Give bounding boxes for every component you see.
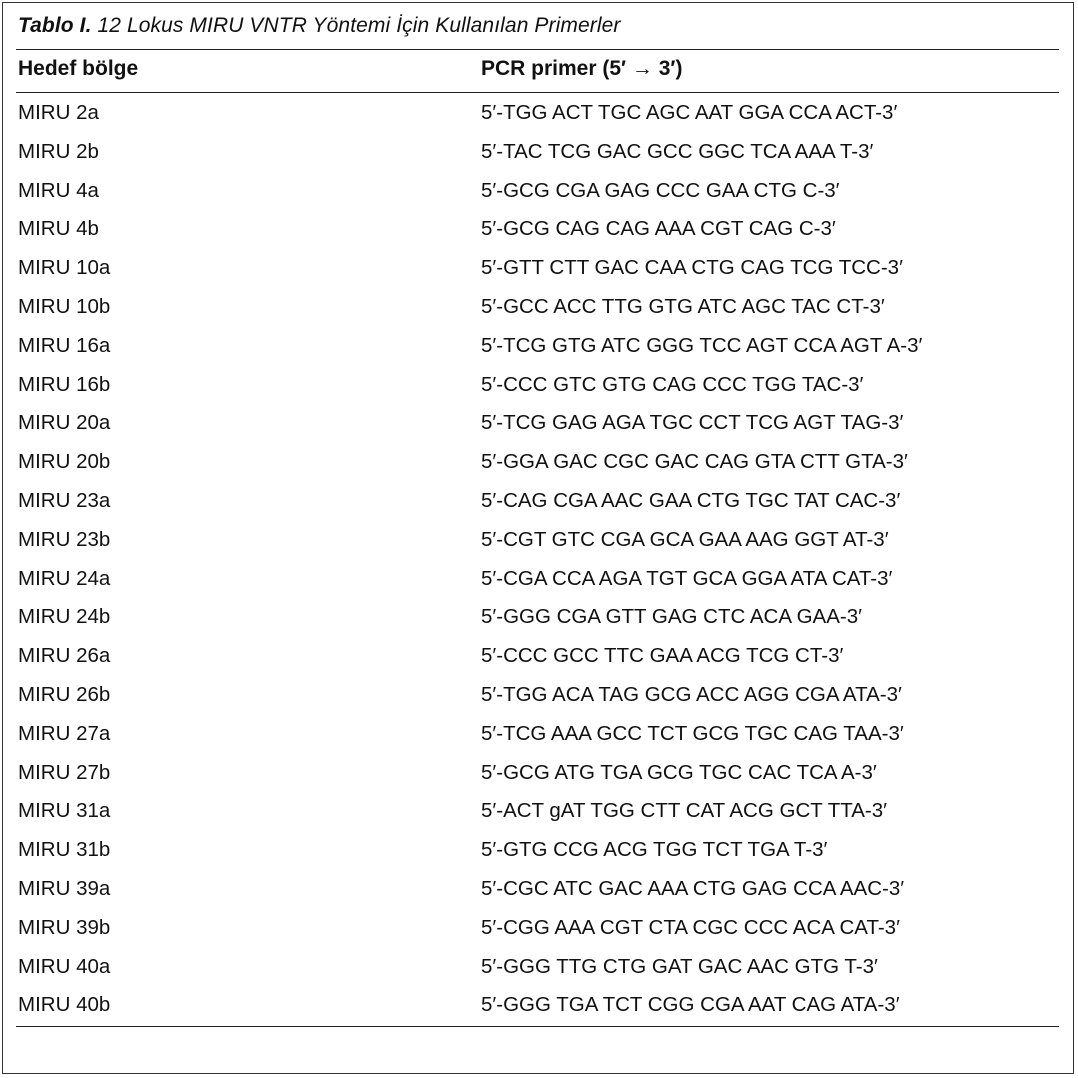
table-row xyxy=(0,986,1078,1025)
cell-pcr-primer: 5′-CGC ATC GAC AAA CTG GAG CCA AAC-3′ xyxy=(481,876,905,900)
table-row xyxy=(0,831,1078,870)
cell-target-region: MIRU 39a xyxy=(18,876,111,900)
table-row xyxy=(0,172,1078,211)
table-row xyxy=(0,637,1078,676)
cell-pcr-primer: 5′-GTT CTT GAC CAA CTG CAG TCG TCC-3′ xyxy=(481,256,903,280)
cell-pcr-primer: 5′-ACT gAT TGG CTT CAT ACG GCT TTA-3′ xyxy=(481,799,887,823)
cell-pcr-primer: 5′-GGG TTG CTG GAT GAC AAC GTG T-3′ xyxy=(481,954,878,978)
cell-target-region: MIRU 40b xyxy=(18,993,111,1017)
table-row xyxy=(0,521,1078,560)
cell-pcr-primer: 5′-TCG AAA GCC TCT GCG TGC CAG TAA-3′ xyxy=(481,721,904,745)
cell-target-region: MIRU 31b xyxy=(18,838,111,862)
cell-pcr-primer: 5′-CGG AAA CGT CTA CGC CCC ACA CAT-3′ xyxy=(481,915,900,939)
table-row xyxy=(0,715,1078,754)
table-row xyxy=(0,133,1078,172)
table-row xyxy=(0,288,1078,327)
table-row xyxy=(0,249,1078,288)
cell-pcr-primer: 5′-TAC TCG GAC GCC GGC TCA AAA T-3′ xyxy=(481,139,874,163)
table-row xyxy=(0,870,1078,909)
cell-target-region: MIRU 26a xyxy=(18,644,111,668)
cell-pcr-primer: 5′-CAG CGA AAC GAA CTG TGC TAT CAC-3′ xyxy=(481,488,901,512)
cell-target-region: MIRU 2a xyxy=(18,101,99,124)
table-bottom-rule xyxy=(16,1026,1059,1027)
cell-pcr-primer: 5′-CGA CCA AGA TGT GCA GGA ATA CAT-3′ xyxy=(481,566,893,590)
cell-target-region: MIRU 10b xyxy=(18,294,111,318)
cell-target-region: MIRU 2b xyxy=(18,139,99,163)
table-row xyxy=(0,327,1078,366)
table-row xyxy=(0,754,1078,793)
cell-target-region: MIRU 27b xyxy=(18,760,111,784)
cell-target-region: MIRU 23a xyxy=(18,488,111,512)
cell-target-region: MIRU 26b xyxy=(18,682,111,706)
cell-pcr-primer: 5′-TGG ACT TGC AGC AAT GGA CCA ACT-3′ xyxy=(481,101,898,124)
cell-pcr-primer: 5′-GGG TGA TCT CGG CGA AAT CAG ATA-3′ xyxy=(481,993,900,1017)
cell-target-region: MIRU 31a xyxy=(18,799,111,823)
cell-pcr-primer: 5′-GCG CAG CAG AAA CGT CAG C-3′ xyxy=(481,217,836,241)
cell-target-region: MIRU 20a xyxy=(18,411,111,435)
cell-pcr-primer: 5′-CCC GTC GTG CAG CCC TGG TAC-3′ xyxy=(481,372,864,396)
table-row xyxy=(0,598,1078,637)
cell-pcr-primer: 5′-CGT GTC CGA GCA GAA AAG GGT AT-3′ xyxy=(481,527,889,551)
header-top-rule xyxy=(16,49,1059,50)
cell-pcr-primer: 5′-TCG GAG AGA TGC CCT TCG AGT TAG-3′ xyxy=(481,411,904,435)
cell-target-region: MIRU 20b xyxy=(18,450,111,474)
cell-target-region: MIRU 16a xyxy=(18,333,111,357)
table-row xyxy=(0,676,1078,715)
table-row xyxy=(0,792,1078,831)
cell-pcr-primer: 5′-GGG CGA GTT GAG CTC ACA GAA-3′ xyxy=(481,605,862,629)
table-row xyxy=(0,909,1078,948)
cell-pcr-primer: 5′-GGA GAC CGC GAC CAG GTA CTT GTA-3′ xyxy=(481,450,908,474)
table-caption xyxy=(18,14,620,38)
cell-pcr-primer: 5′-CCC GCC TTC GAA ACG TCG CT-3′ xyxy=(481,644,844,668)
table-body xyxy=(0,94,1078,1025)
cell-target-region: MIRU 4a xyxy=(18,178,99,202)
header-target-region: Hedef bölge xyxy=(18,57,139,80)
header-pcr-primer: PCR primer (5′ → 3′) xyxy=(481,57,683,80)
table-row xyxy=(0,482,1078,521)
header-bottom-rule xyxy=(16,92,1059,93)
cell-target-region: MIRU 24b xyxy=(18,605,111,629)
cell-target-region: MIRU 23b xyxy=(18,527,111,551)
cell-target-region: MIRU 4b xyxy=(18,217,99,241)
cell-pcr-primer: 5′-TGG ACA TAG GCG ACC AGG CGA ATA-3′ xyxy=(481,682,902,706)
table-row xyxy=(0,94,1078,133)
cell-pcr-primer: 5′-TCG GTG ATC GGG TCC AGT CCA AGT A-3′ xyxy=(481,333,923,357)
cell-target-region: MIRU 16b xyxy=(18,372,111,396)
cell-target-region: MIRU 39b xyxy=(18,915,111,939)
table-row xyxy=(0,366,1078,405)
cell-pcr-primer: 5′-GCG CGA GAG CCC GAA CTG C-3′ xyxy=(481,178,840,202)
table-row xyxy=(0,560,1078,599)
table-row xyxy=(0,404,1078,443)
cell-pcr-primer: 5′-GCG ATG TGA GCG TGC CAC TCA A-3′ xyxy=(481,760,877,784)
table-row xyxy=(0,948,1078,987)
cell-pcr-primer: 5′-GTG CCG ACG TGG TCT TGA T-3′ xyxy=(481,838,828,862)
cell-pcr-primer: 5′-GCC ACC TTG GTG ATC AGC TAC CT-3′ xyxy=(481,294,885,318)
table-row xyxy=(0,443,1078,482)
table-header xyxy=(0,52,1078,90)
cell-target-region: MIRU 24a xyxy=(18,566,111,590)
caption-text: 12 Lokus MIRU VNTR Yöntemi İçin Kullanılan Primerler xyxy=(97,14,621,37)
caption-label: Tablo I. xyxy=(18,14,92,37)
cell-target-region: MIRU 10a xyxy=(18,256,111,280)
cell-target-region: MIRU 40a xyxy=(18,954,111,978)
table-row xyxy=(0,210,1078,249)
cell-target-region: MIRU 27a xyxy=(18,721,111,745)
